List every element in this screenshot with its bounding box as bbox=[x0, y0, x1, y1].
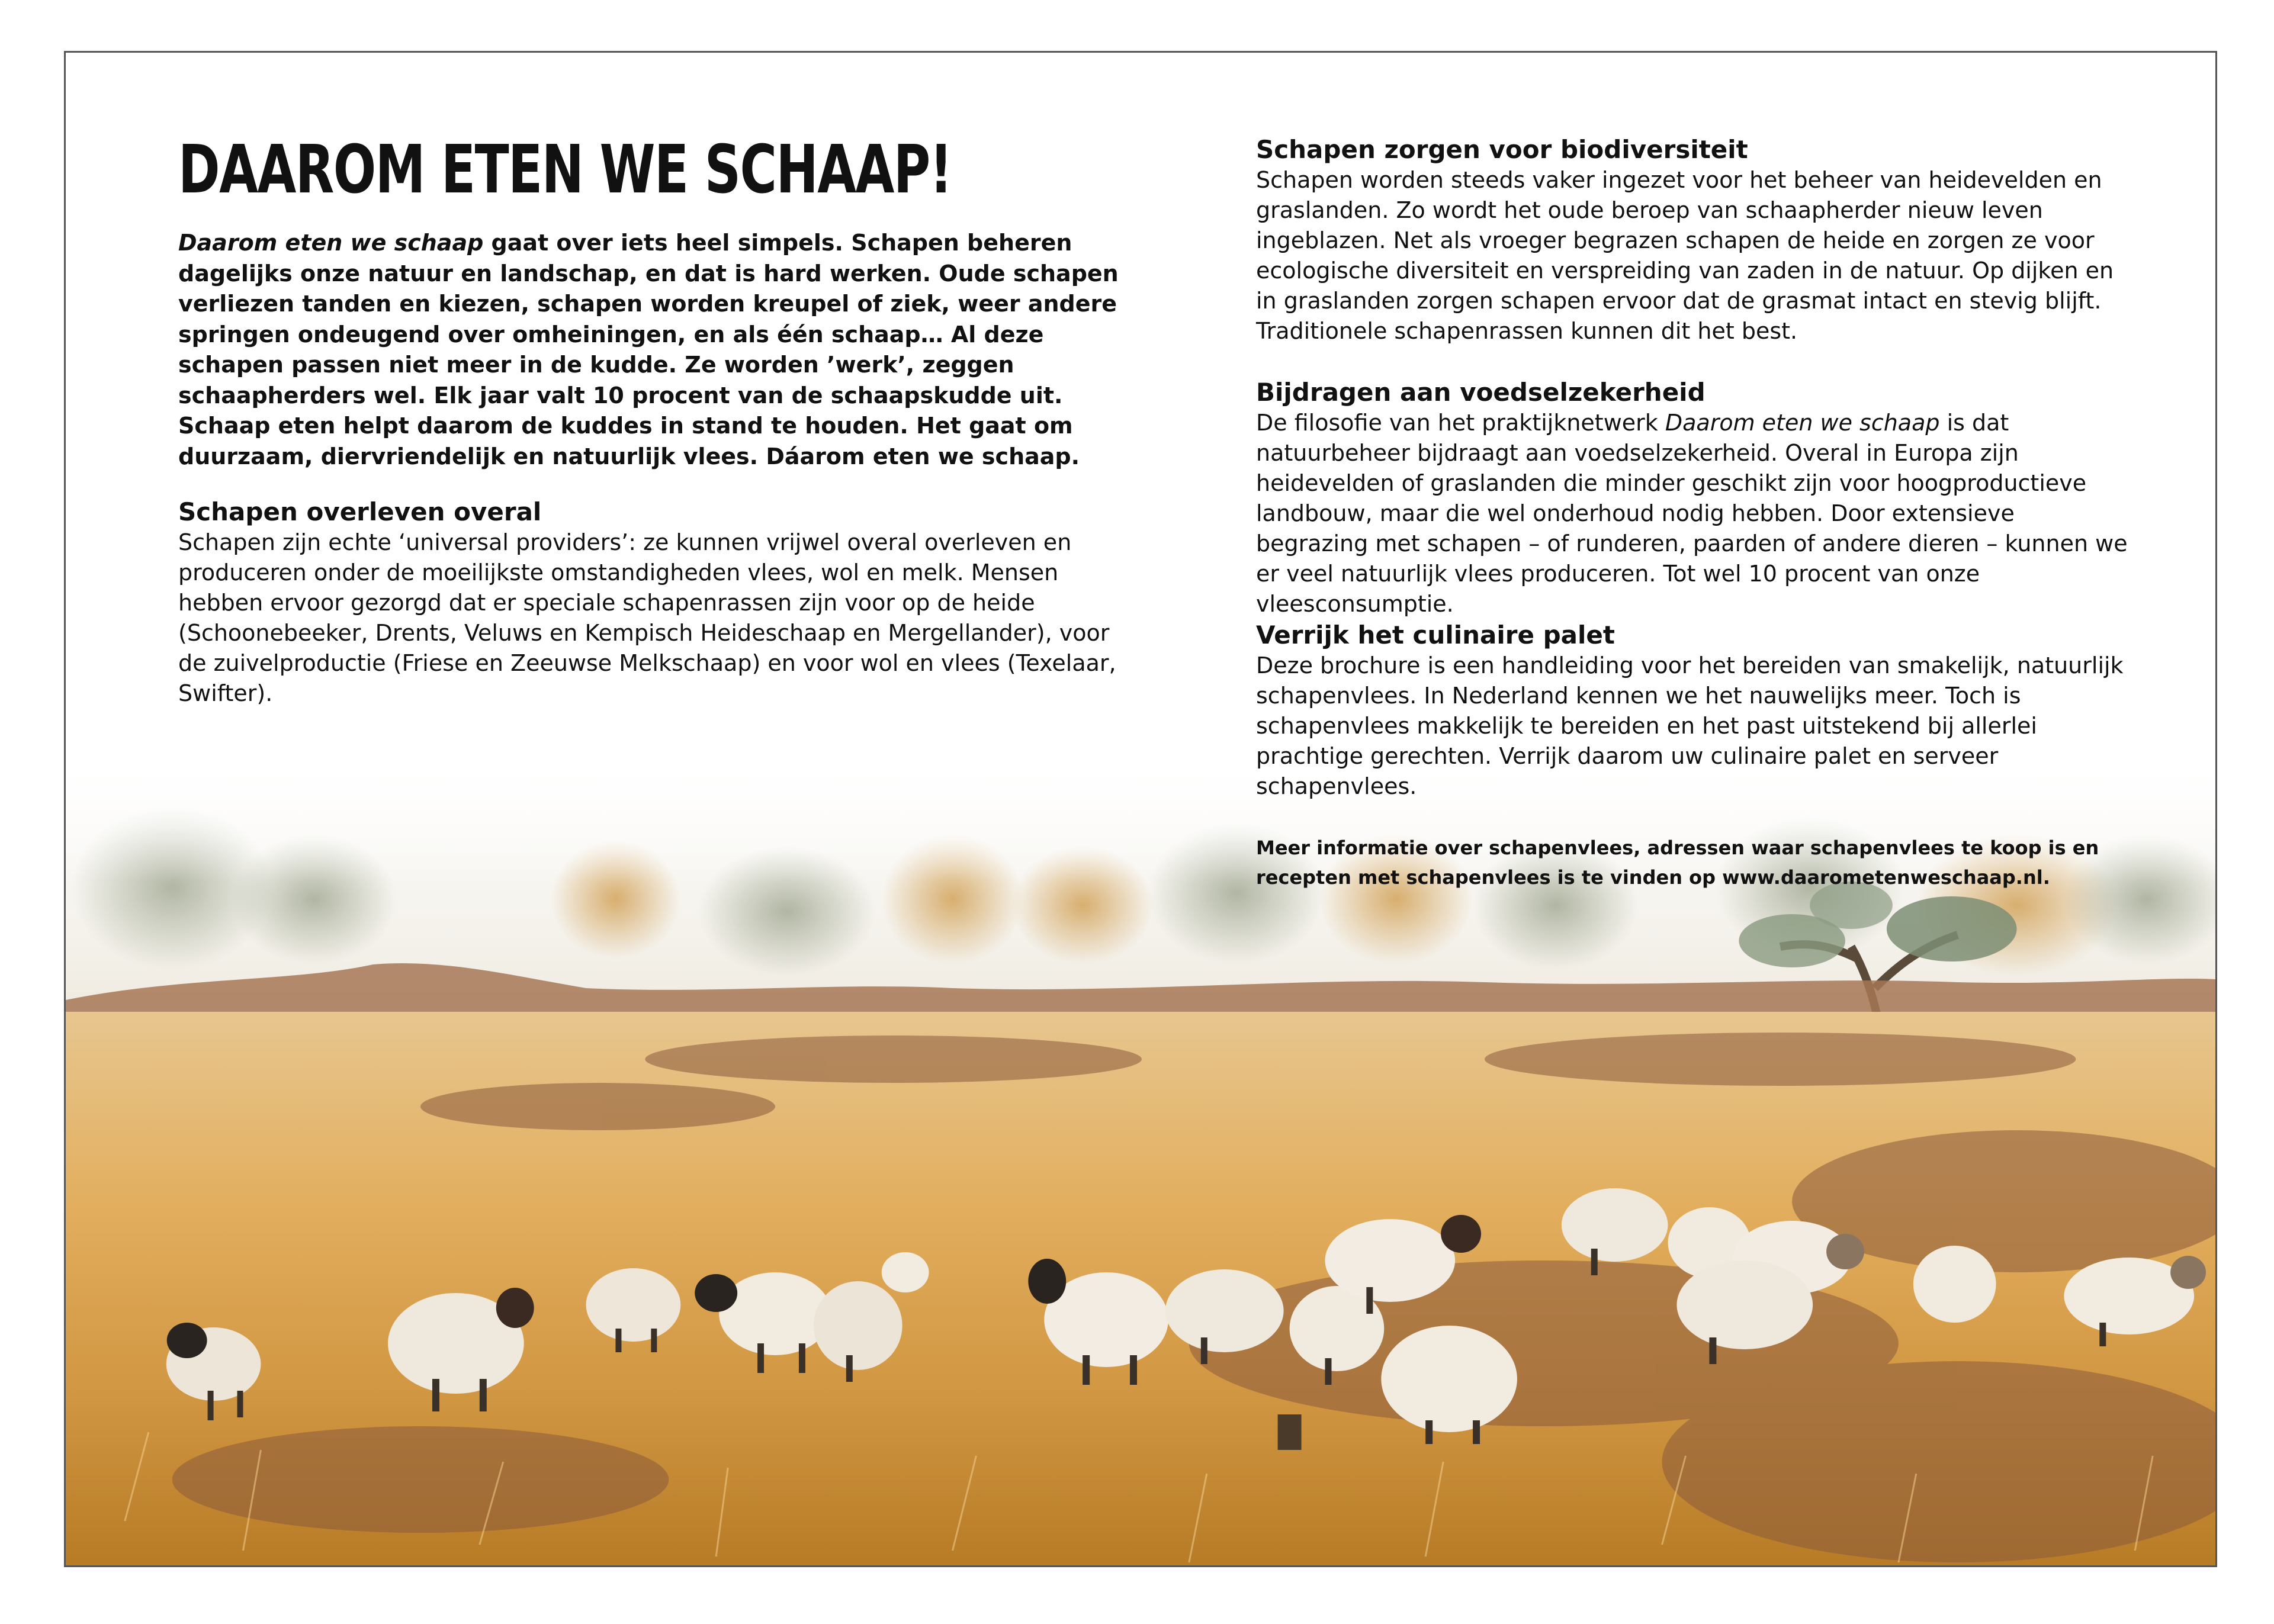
intro-lead-italic: Daarom eten we schaap bbox=[178, 230, 484, 256]
section-heading: Verrijk het culinaire palet bbox=[1256, 620, 1615, 649]
section-heading: Schapen zorgen voor biodiversiteit bbox=[1256, 135, 1748, 164]
page-title: DAAROM ETEN WE SCHAAP! bbox=[178, 131, 952, 208]
section-overleven bbox=[178, 497, 1132, 709]
intro-text: gaat over iets heel simpels. Schapen beheren dagelijks onze natuur en landschap, en dat is hard werken. Oude schapen verliezen tanden en kiezen, schapen worden kreupel of ziek, weer andere springen ondeugend over omheiningen, en als één schaap… Al deze schapen passen niet meer in de kudde. Ze worden ’werk’, zeggen schaapherders wel. Elk jaar valt 10 procent van de schaapskudde uit. Schaap eten helpt daarom de kuddes in stand te houden. Het gaat om duurzaam, diervriendelijk en natuurlijk vlees. Dáarom eten we schaap. bbox=[178, 230, 1119, 469]
brochure-spread bbox=[64, 51, 2217, 1567]
section-body: Schapen worden steeds vaker ingezet voor het beheer van heidevelden en graslanden. Zo wordt het oude beroep van schaapherder nieuw leven ingeblazen. Net als vroeger begrazen schapen de heide en zorgen ze voor ecologische diversiteit en verspreiding van zaden in de natuur. Op dijken en in graslanden zorgen schapen ervoor dat de grasmat intact en stevig blijft. Traditionele schapenrassen kunnen dit het best. bbox=[1256, 167, 2114, 344]
section-heading: Bijdragen aan voedselzekerheid bbox=[1256, 378, 1706, 407]
body-pre: De filosofie van het praktijknetwerk bbox=[1256, 410, 1665, 436]
sheep bbox=[1913, 1246, 1996, 1323]
body-post: is dat natuurbeheer bijdraagt aan voedselzekerheid. Overal in Europa zijn heidevelden of graslanden die minder geschikt zijn voor hoogproductieve landbouw, maar die wel onderhoud nodig hebben. Door extensieve begrazing met schapen – of runderen, paarden of andere dieren – kunnen we er veel natuurlijk vlees produceren. Tot wel 10 procent van onze vleesconsumptie. bbox=[1256, 410, 2128, 617]
intro-paragraph bbox=[178, 228, 1132, 472]
section-voedselzekerheid bbox=[1256, 377, 2132, 619]
section-biodiversiteit bbox=[1256, 134, 2132, 346]
section-body: Schapen zijn echte ‘universal providers’: ze kunnen vrijwel overal overleven en produceren onder de moeilijkste omstandigheden vlees, wol en melk. Mensen hebben ervoor gezorgd dat er speciale schapenrassen zijn voor op de heide (Schoonebeeker, Drents, Veluws en Kempisch Heideschaap en Mergellander), voor de zuivelproductie (Friese en Zeeuwse Melkschaap) en voor wol en vlees (Texelaar, Swifter). bbox=[178, 529, 1116, 706]
section-body bbox=[1256, 408, 2132, 619]
section-body: Deze brochure is een handleiding voor het bereiden van smakelijk, natuurlijk schapenvlees. In Nederland kennen we het nauwelijks meer. Toch is schapenvlees makkelijk te bereiden en het past uitstekend bij allerlei prachtige gerechten. Verrijk daarom uw culinaire palet en serveer schapenvlees. bbox=[1256, 652, 2124, 799]
more-info-note: Meer informatie over schapenvlees, adressen waar schapenvlees te koop is en recepten met schapenvlees is te vinden op www.daarometenweschaap.nl. bbox=[1256, 837, 2099, 889]
section-heading: Schapen overleven overal bbox=[178, 497, 542, 526]
section-culinaire-palet bbox=[1256, 620, 2132, 802]
body-italic: Daarom eten we schaap bbox=[1665, 410, 1940, 436]
